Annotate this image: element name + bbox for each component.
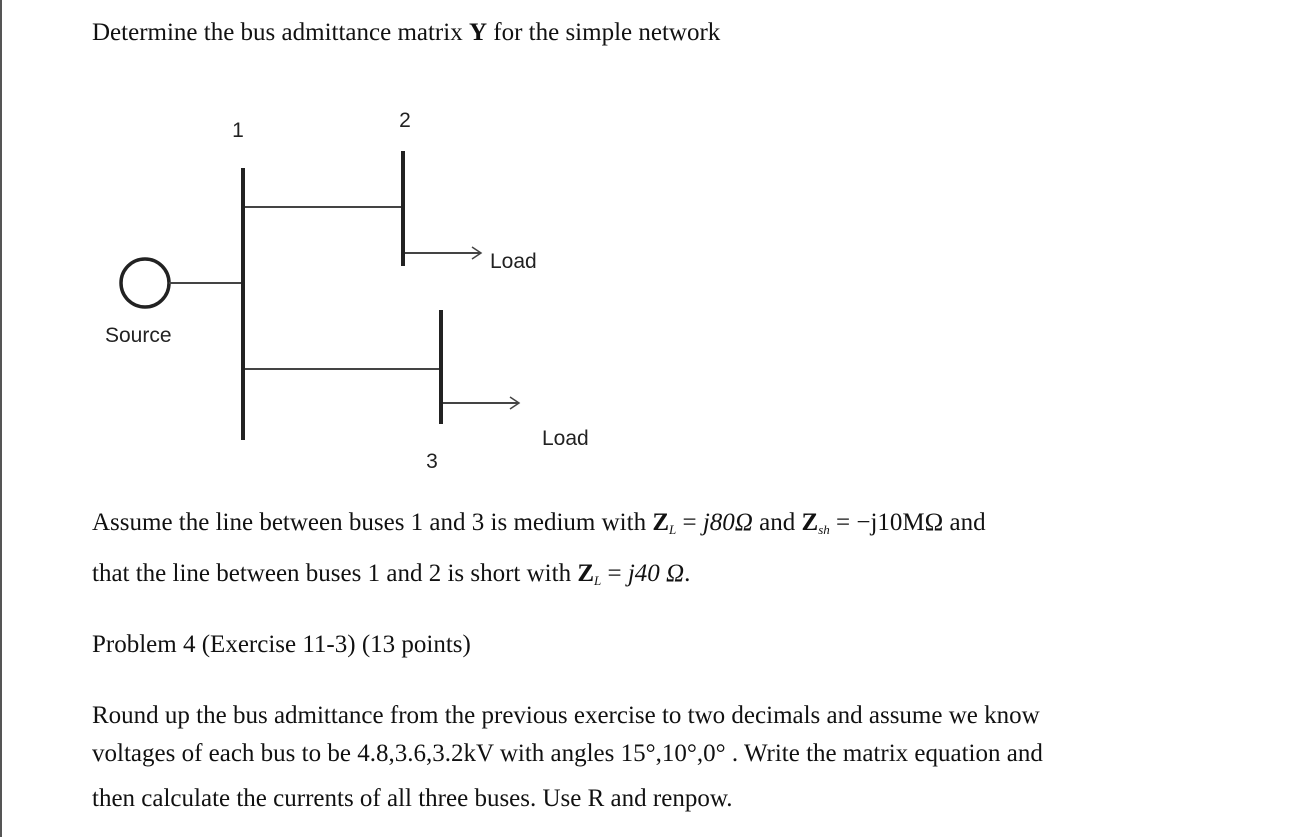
load-label-upper: Load <box>490 250 537 273</box>
problem-title: Determine the bus admittance matrix Y for the simple network <box>92 19 721 46</box>
problem-text-line-2: voltages of each bus to be 4.8,3.6,3.2kV with angles 15°,10°,0° . Write the matrix equation and <box>92 740 1043 767</box>
bus-2-label: 2 <box>399 109 411 132</box>
assumption-line-1: Assume the line between buses 1 and 3 is medium with $Z_L = j80\Omega$ and $Z_{sh} = -j10M\Omega$ and <box>92 509 986 537</box>
problem-text-line-1: Round up the bus admittance from the previous exercise to two decimals and assume we know <box>92 702 1040 729</box>
problem-heading: Problem 4 (Exercise 11-3) (13 points) <box>92 631 471 658</box>
bus-3-label: 3 <box>426 450 438 473</box>
source-label: Source <box>105 324 172 347</box>
bus-1-label: 1 <box>232 119 244 142</box>
load-label-lower: Load <box>542 427 589 450</box>
source-icon <box>121 259 169 307</box>
assumption-line-2: that the line between buses 1 and 2 is short with $Z_L = j40$ Ω. <box>92 560 691 588</box>
problem-text-line-3: then calculate the currents of all three buses. Use R and renpow. <box>92 785 733 812</box>
